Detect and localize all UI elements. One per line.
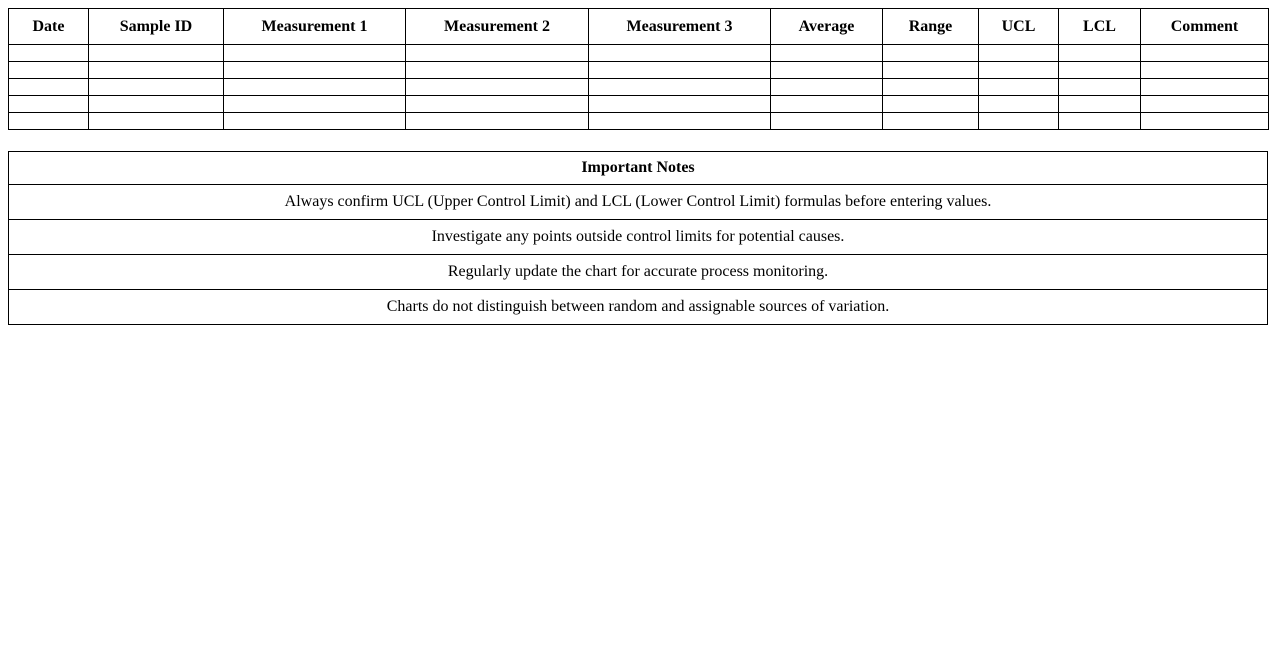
- empty-cell: [979, 79, 1059, 96]
- empty-cell: [89, 113, 224, 130]
- empty-cell: [1141, 62, 1269, 79]
- column-header-range: Range: [883, 9, 979, 45]
- empty-cell: [883, 96, 979, 113]
- empty-cell: [979, 96, 1059, 113]
- control-chart-header-row: [9, 9, 1269, 45]
- notes-header-row: [9, 152, 1268, 185]
- empty-cell: [224, 45, 406, 62]
- empty-cell: [589, 96, 771, 113]
- notes-table: [8, 151, 1268, 325]
- empty-cell: [9, 96, 89, 113]
- empty-cell: [979, 45, 1059, 62]
- empty-cell: [224, 96, 406, 113]
- notes-title: Important Notes: [9, 152, 1268, 185]
- empty-cell: [224, 79, 406, 96]
- empty-cell: [771, 45, 883, 62]
- column-header-ucl: UCL: [979, 9, 1059, 45]
- empty-cell: [89, 96, 224, 113]
- empty-cell: [1141, 113, 1269, 130]
- column-header-comment: Comment: [1141, 9, 1269, 45]
- empty-cell: [9, 45, 89, 62]
- empty-cell: [89, 79, 224, 96]
- empty-row: [9, 96, 1269, 113]
- empty-cell: [1141, 45, 1269, 62]
- empty-cell: [406, 45, 589, 62]
- empty-cell: [883, 113, 979, 130]
- notes-body: [9, 185, 1268, 325]
- column-header-measurement-2: Measurement 2: [406, 9, 589, 45]
- control-chart-table: [8, 8, 1269, 130]
- note-text: Investigate any points outside control limits for potential causes.: [9, 220, 1268, 255]
- note-text: Regularly update the chart for accurate process monitoring.: [9, 255, 1268, 290]
- note-row: [9, 255, 1268, 290]
- empty-cell: [589, 45, 771, 62]
- empty-cell: [771, 96, 883, 113]
- empty-cell: [9, 62, 89, 79]
- control-chart-body: [9, 45, 1269, 130]
- empty-row: [9, 62, 1269, 79]
- empty-cell: [883, 79, 979, 96]
- empty-cell: [406, 113, 589, 130]
- empty-cell: [224, 113, 406, 130]
- note-text: Always confirm UCL (Upper Control Limit) and LCL (Lower Control Limit) formulas before entering values.: [9, 185, 1268, 220]
- column-header-measurement-3: Measurement 3: [589, 9, 771, 45]
- empty-cell: [224, 62, 406, 79]
- empty-cell: [589, 62, 771, 79]
- empty-cell: [406, 79, 589, 96]
- empty-cell: [1059, 45, 1141, 62]
- empty-cell: [1059, 62, 1141, 79]
- note-row: [9, 185, 1268, 220]
- empty-row: [9, 79, 1269, 96]
- empty-cell: [1059, 79, 1141, 96]
- empty-cell: [1059, 96, 1141, 113]
- empty-cell: [771, 79, 883, 96]
- empty-cell: [589, 79, 771, 96]
- note-row: [9, 220, 1268, 255]
- column-header-lcl: LCL: [1059, 9, 1141, 45]
- empty-cell: [1141, 79, 1269, 96]
- empty-cell: [406, 62, 589, 79]
- empty-cell: [771, 62, 883, 79]
- empty-cell: [589, 113, 771, 130]
- empty-cell: [9, 113, 89, 130]
- empty-cell: [979, 62, 1059, 79]
- empty-cell: [9, 79, 89, 96]
- empty-cell: [406, 96, 589, 113]
- column-header-average: Average: [771, 9, 883, 45]
- empty-cell: [1059, 113, 1141, 130]
- empty-row: [9, 45, 1269, 62]
- note-text: Charts do not distinguish between random and assignable sources of variation.: [9, 290, 1268, 325]
- empty-row: [9, 113, 1269, 130]
- empty-cell: [89, 45, 224, 62]
- empty-cell: [771, 113, 883, 130]
- empty-cell: [883, 62, 979, 79]
- empty-cell: [979, 113, 1059, 130]
- column-header-sample-id: Sample ID: [89, 9, 224, 45]
- column-header-date: Date: [9, 9, 89, 45]
- empty-cell: [89, 62, 224, 79]
- column-header-measurement-1: Measurement 1: [224, 9, 406, 45]
- document-sheet: [8, 8, 1268, 325]
- empty-cell: [1141, 96, 1269, 113]
- empty-cell: [883, 45, 979, 62]
- note-row: [9, 290, 1268, 325]
